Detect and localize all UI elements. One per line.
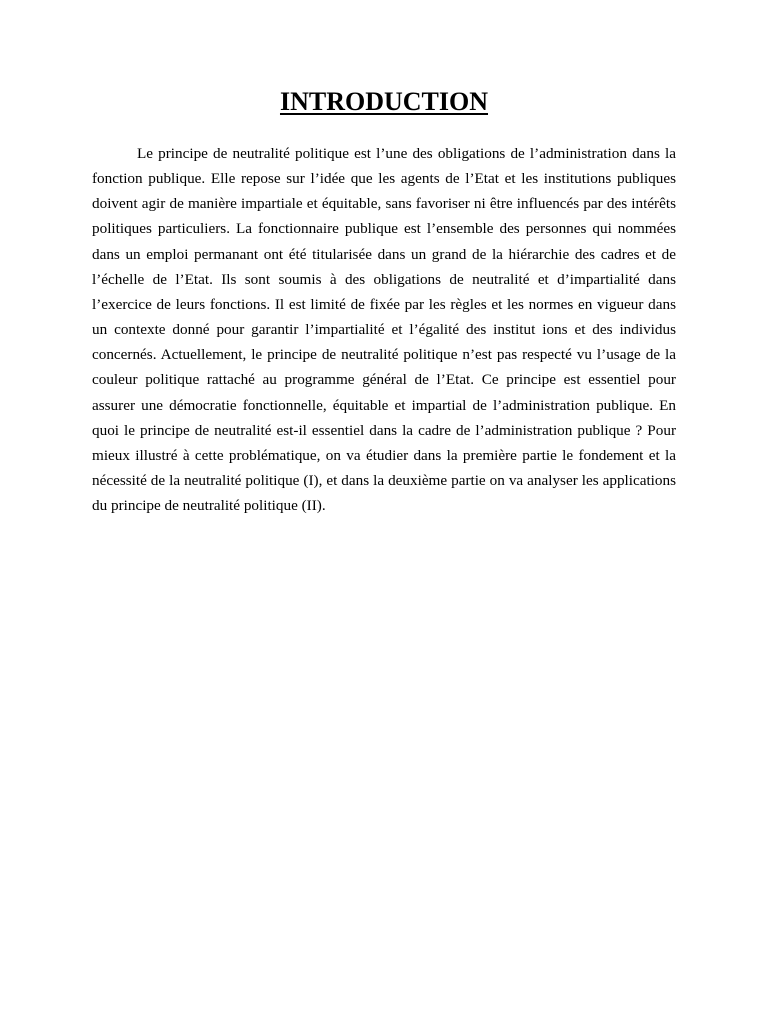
introduction-paragraph: Le principe de neutralité politique est l’une des obligations de l’administration dans la fonction publique. Elle repose sur l’idée que les agents de l’Etat et les institutions publiques doivent agir de manière impartiale et équitable, sans favoriser ni être influencés par des intérêts politiques particuliers. La fonctionnaire publique est l’ensemble des personnes qui nommées dans un emploi permanant ont été titularisée dans un grand de la hiérarchie des cadres et de l’échelle de l’Etat. Ils sont soumis à des obligations de neutralité et d’impartialité dans l’exercice de leurs fonctions. Il est limité de fixée par les règles et les normes en vigueur dans un contexte donné pour garantir l’impartialité et l’égalité des institut ions et des individus concernés. Actuellement, le principe de neutralité politique n’est pas respecté vu l’usage de la couleur politique rattaché au programme général de l’Etat. Ce principe est essentiel pour assurer une démocratie fonctionnelle, équitable et impartial de l’administration publique. En quoi le principe de neutralité est-il essentiel dans la cadre de l’administration publique ? Pour mieux illustré à cette problématique, on va étudier dans la première partie le fondement et la nécessité de la neutralité politique (I), et dans la deuxième partie on va analyser les applications du principe de neutralité politique (II).	[92, 145, 676, 515]
page-title: INTRODUCTION	[279, 87, 489, 116]
